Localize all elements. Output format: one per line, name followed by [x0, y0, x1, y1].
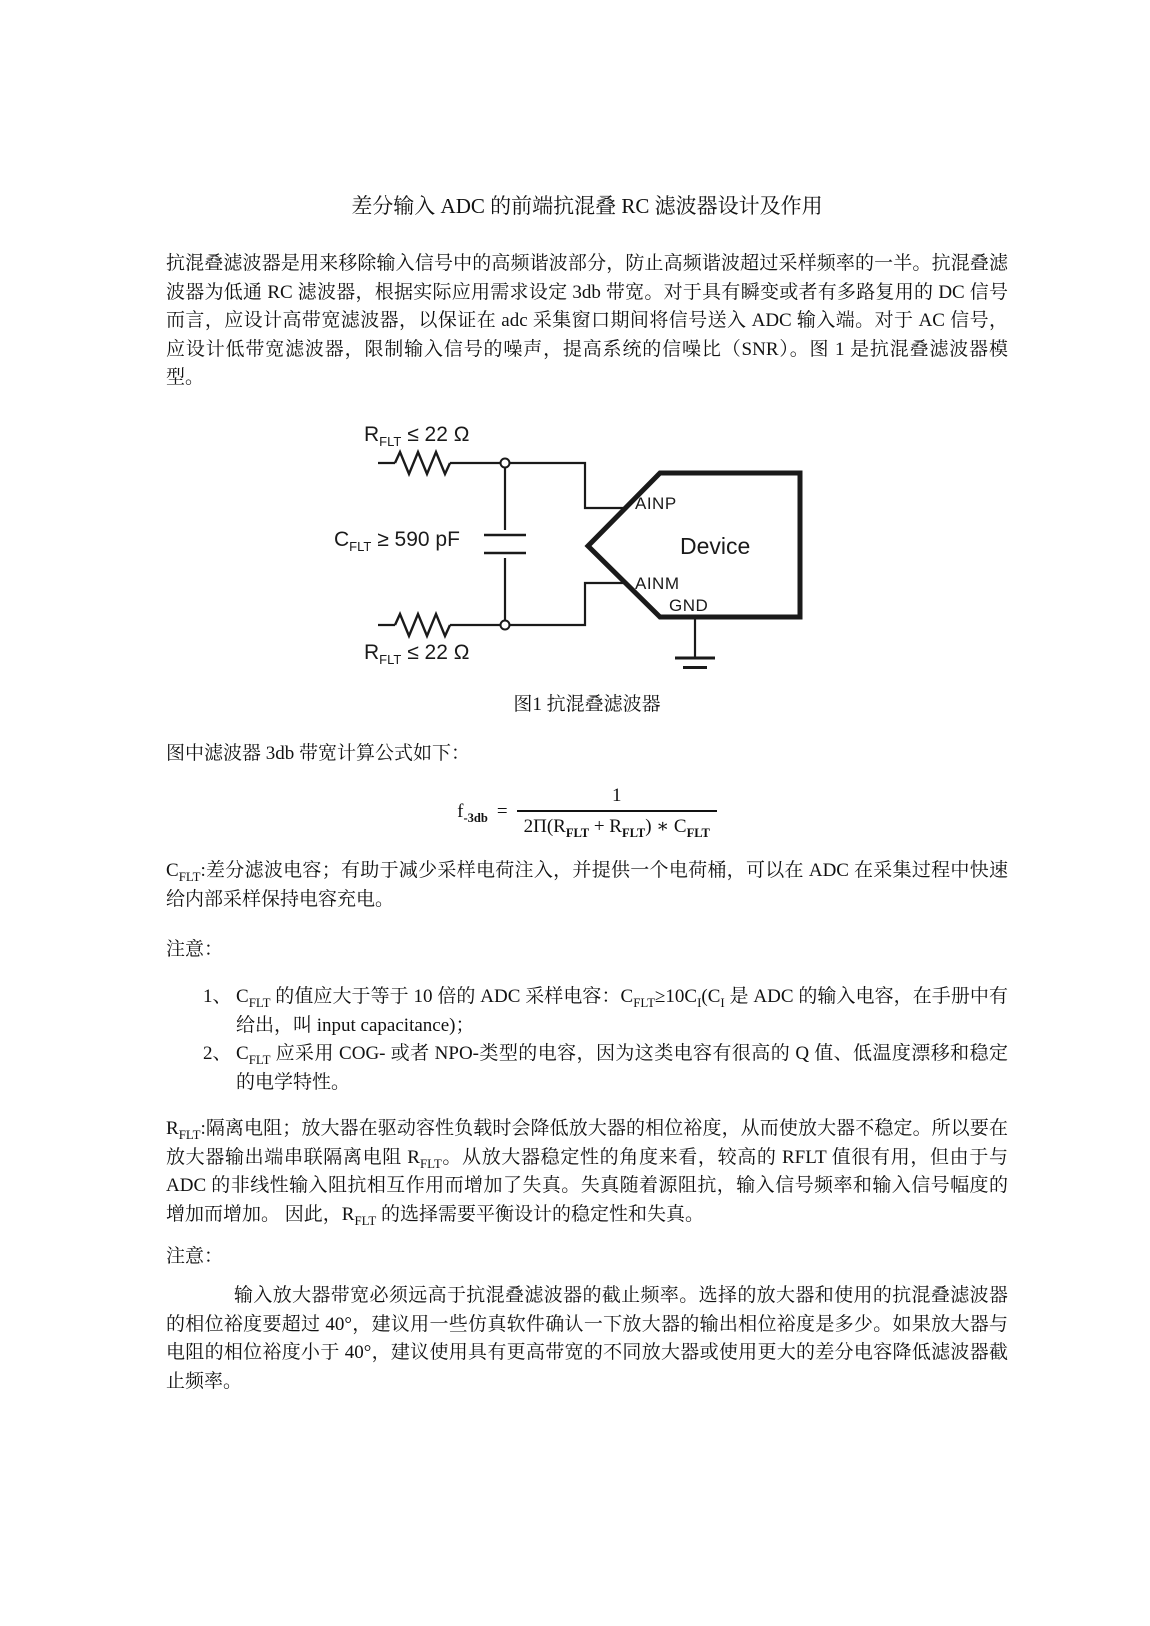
rflt-paragraph: $R_{FLT}$:隔离电阻；放大器在驱动容性负载时会降低放大器的相位裕度，从而使放大器不稳定。所以要在放大器输出端串联隔离电阻 $R_{FLT}$。从放大器稳定性的角度来看，较高的 RFLT 值很有用，但由于与 ADC 的非线性输入阻抗相互作用而增加了失真。失真随着源阻抗，输入信号频率和输入信号幅度的增加而增加。 因此，$R_{FLT}$ 的选择需要平衡设计的稳定性和失真。	[166, 1118, 1008, 1228]
list-item	[203, 1040, 1008, 1097]
pin-label-gnd: GND	[669, 596, 709, 615]
note1-heading: 注意：	[166, 939, 224, 960]
list-item-text: $C_{FLT}$ 应采用 COG- 或者 NPO-类型的电容，因为这类电容有很高的 Q 值、低温度漂移和稳定的电学特性。	[236, 1043, 1008, 1093]
bandwidth-formula	[166, 786, 1008, 838]
junction-top	[501, 459, 510, 468]
note2-heading: 注意：	[166, 1246, 224, 1267]
closing-paragraph: 输入放大器带宽必须远高于抗混叠滤波器的截止频率。选择的放大器和使用的抗混叠滤波器的相位裕度要超过 40°，建议用一些仿真软件确认一下放大器的输出相位裕度是多少。如果放大器与电阻的相位裕度小于 40°，建议使用具有更高带宽的不同放大器或使用更大的差分电容降低滤波器截止频率。	[166, 1285, 1008, 1392]
formula-lhs: $f_{-3db}$	[457, 801, 488, 825]
capacitor-value-label: $C_{FLT} \ge 590$ pF	[334, 528, 460, 555]
intro-paragraph: 抗混叠滤波器是用来移除输入信号中的高频谐波部分，防止高频谐波超过采样频率的一半。抗混叠滤波器为低通 RC 滤波器，根据实际应用需求设定 3db 带宽。对于具有瞬变或者有多路复用的 DC 信号而言，应设计高带宽滤波器，以保证在 adc 采集窗口期间将信号送入 ADC 输入端。对于 AC 信号，应设计低带宽滤波器，限制输入信号的噪声，提高系统的信噪比（SNR）。图 1 是抗混叠滤波器模型。	[166, 253, 1008, 388]
formula-fraction	[517, 786, 717, 838]
figure-caption: 图1 抗混叠滤波器	[513, 694, 661, 715]
capacitor-symbol	[484, 468, 526, 621]
resistor-top-symbol	[395, 452, 450, 474]
pin-label-ainm: AINM	[635, 574, 680, 593]
formula-numerator: 1	[611, 785, 622, 806]
antialiasing-filter-diagram	[328, 405, 833, 690]
list-item-text: $C_{FLT}$ 的值应大于等于 10 倍的 ADC 采样电容：$C_{FLT}\ge 10C_I(C_I$ 是 ADC 的输入电容，在手册中有给出，叫 input capacitance)；	[236, 986, 1008, 1036]
list-item	[203, 983, 1008, 1040]
resistor-bottom-label: $R_{FLT} \le 22$ Ω	[364, 641, 470, 668]
formula-denominator: $2\Pi(R_{FLT} + R_{FLT})$ ∗ $C_{FLT}$	[517, 810, 717, 838]
cflt-paragraph: $C_{FLT}$:差分滤波电容；有助于减少采样电荷注入，并提供一个电荷桶，可以在 ADC 在采集过程中快速给内部采样保持电容充电。	[166, 860, 1008, 910]
resistor-top-label: $R_{FLT} \le 22$ Ω	[364, 423, 470, 450]
pin-label-ainp: AINP	[635, 494, 677, 513]
ground-symbol	[675, 619, 715, 668]
page-title: 差分输入 ADC 的前端抗混叠 RC 滤波器设计及作用	[351, 194, 823, 218]
resistor-bottom-symbol	[395, 614, 450, 636]
junction-bottom	[501, 621, 510, 630]
list-item-marker: 1、	[203, 986, 232, 1007]
wire-top	[378, 463, 626, 508]
formula-equals-sign: =	[496, 801, 508, 822]
device-label: Device	[680, 533, 751, 559]
list-item-marker: 2、	[203, 1043, 232, 1064]
formula-intro-line: 图中滤波器 3db 带宽计算公式如下：	[166, 743, 471, 764]
notes-list	[166, 983, 1008, 1097]
